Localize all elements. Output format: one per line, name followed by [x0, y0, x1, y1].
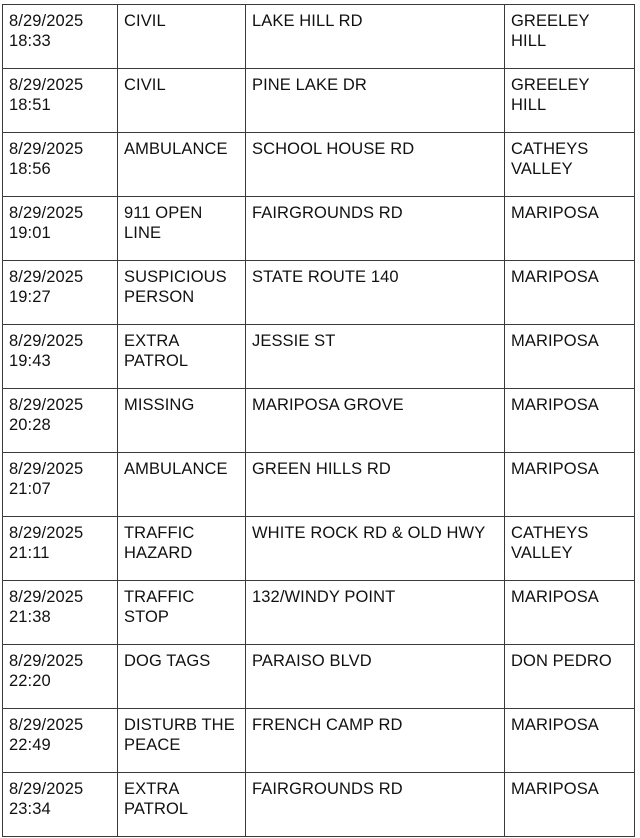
location-cell: MARIPOSA GROVE: [246, 389, 505, 453]
datetime-cell: 8/29/2025 20:28: [3, 389, 118, 453]
datetime-cell: 8/29/2025 19:43: [3, 325, 118, 389]
area-cell: MARIPOSA: [505, 581, 635, 645]
table-row: [3, 773, 635, 837]
table-row: [3, 5, 635, 69]
call-type-cell: EXTRA PATROL: [118, 773, 246, 837]
datetime-cell: 8/29/2025 23:34: [3, 773, 118, 837]
datetime-cell: 8/29/2025 18:56: [3, 133, 118, 197]
call-log-table: [2, 4, 635, 837]
area-cell: MARIPOSA: [505, 773, 635, 837]
location-cell: PARAISO BLVD: [246, 645, 505, 709]
datetime-cell: 8/29/2025 19:01: [3, 197, 118, 261]
location-cell: 132/WINDY POINT: [246, 581, 505, 645]
location-cell: LAKE HILL RD: [246, 5, 505, 69]
call-type-cell: MISSING: [118, 389, 246, 453]
table-row: [3, 517, 635, 581]
datetime-cell: 8/29/2025 18:51: [3, 69, 118, 133]
location-cell: STATE ROUTE 140: [246, 261, 505, 325]
area-cell: DON PEDRO: [505, 645, 635, 709]
table-row: [3, 709, 635, 773]
datetime-cell: 8/29/2025 21:38: [3, 581, 118, 645]
datetime-cell: 8/29/2025 18:33: [3, 5, 118, 69]
area-cell: MARIPOSA: [505, 261, 635, 325]
call-type-cell: CIVIL: [118, 69, 246, 133]
area-cell: GREELEY HILL: [505, 69, 635, 133]
area-cell: CATHEYS VALLEY: [505, 517, 635, 581]
datetime-cell: 8/29/2025 22:20: [3, 645, 118, 709]
area-cell: MARIPOSA: [505, 197, 635, 261]
area-cell: GREELEY HILL: [505, 5, 635, 69]
call-type-cell: AMBULANCE: [118, 133, 246, 197]
location-cell: GREEN HILLS RD: [246, 453, 505, 517]
call-type-cell: DISTURB THE PEACE: [118, 709, 246, 773]
location-cell: FRENCH CAMP RD: [246, 709, 505, 773]
table-row: [3, 453, 635, 517]
table-row: [3, 133, 635, 197]
area-cell: MARIPOSA: [505, 389, 635, 453]
datetime-cell: 8/29/2025 19:27: [3, 261, 118, 325]
location-cell: SCHOOL HOUSE RD: [246, 133, 505, 197]
call-type-cell: SUSPICIOUS PERSON: [118, 261, 246, 325]
datetime-cell: 8/29/2025 22:49: [3, 709, 118, 773]
area-cell: MARIPOSA: [505, 453, 635, 517]
call-type-cell: DOG TAGS: [118, 645, 246, 709]
table-row: [3, 389, 635, 453]
call-type-cell: AMBULANCE: [118, 453, 246, 517]
call-type-cell: TRAFFIC HAZARD: [118, 517, 246, 581]
area-cell: CATHEYS VALLEY: [505, 133, 635, 197]
call-type-cell: 911 OPEN LINE: [118, 197, 246, 261]
area-cell: MARIPOSA: [505, 325, 635, 389]
table-row: [3, 325, 635, 389]
call-type-cell: CIVIL: [118, 5, 246, 69]
location-cell: JESSIE ST: [246, 325, 505, 389]
table-row: [3, 69, 635, 133]
table-row: [3, 261, 635, 325]
location-cell: PINE LAKE DR: [246, 69, 505, 133]
call-type-cell: TRAFFIC STOP: [118, 581, 246, 645]
area-cell: MARIPOSA: [505, 709, 635, 773]
table-row: [3, 645, 635, 709]
location-cell: FAIRGROUNDS RD: [246, 773, 505, 837]
location-cell: FAIRGROUNDS RD: [246, 197, 505, 261]
table-row: [3, 197, 635, 261]
table-row: [3, 581, 635, 645]
location-cell: WHITE ROCK RD & OLD HWY: [246, 517, 505, 581]
call-type-cell: EXTRA PATROL: [118, 325, 246, 389]
datetime-cell: 8/29/2025 21:11: [3, 517, 118, 581]
datetime-cell: 8/29/2025 21:07: [3, 453, 118, 517]
